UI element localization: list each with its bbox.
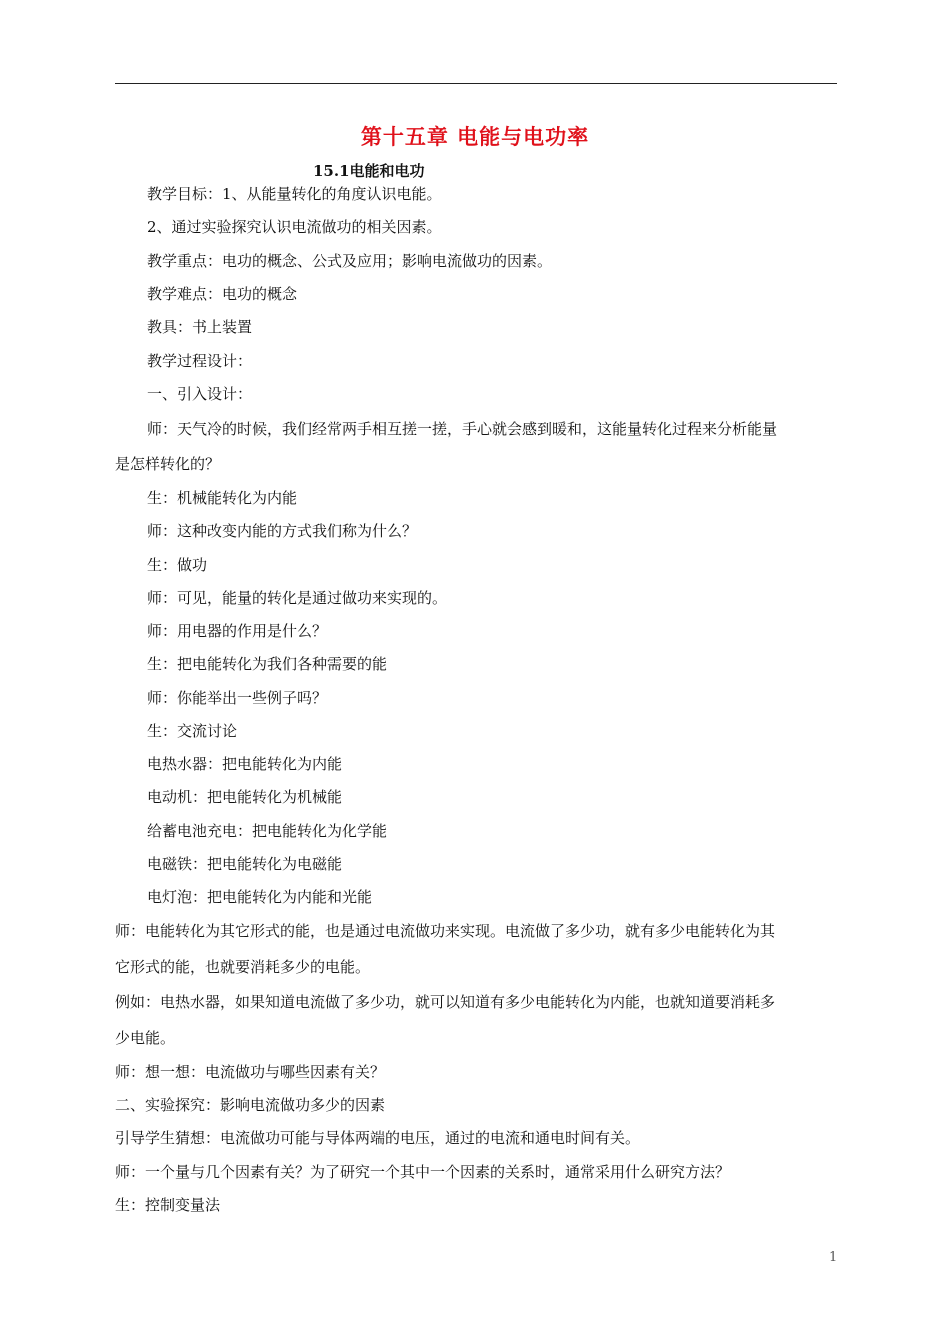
paragraph-line: 电磁铁：把电能转化为电磁能 — [147, 855, 343, 873]
header-rule — [115, 83, 837, 84]
paragraph-line: 师：你能举出一些例子吗？ — [147, 689, 328, 707]
paragraph-line: 生：做功 — [147, 556, 208, 574]
paragraph-line: 给蓄电池充电：把电能转化为化学能 — [147, 822, 388, 840]
paragraph-line: 生：机械能转化为内能 — [147, 489, 298, 507]
paragraph-line: 引导学生猜想：电流做功可能与导体两端的电压，通过的电流和通电时间有关。 — [115, 1129, 641, 1147]
paragraph-line: 电灯泡：把电能转化为内能和光能 — [147, 888, 373, 906]
paragraph-line: 是怎样转化的？ — [115, 455, 221, 473]
paragraph-line: 生：控制变量法 — [115, 1196, 221, 1214]
paragraph-line: 教学重点：电功的概念、公式及应用；影响电流做功的因素。 — [147, 252, 553, 270]
paragraph-line: 教具：书上装置 — [147, 318, 253, 336]
paragraph-line: 二、实验探究：影响电流做功多少的因素 — [115, 1096, 386, 1114]
paragraph-line: 例如：电热水器，如果知道电流做了多少功，就可以知道有多少电能转化为内能，也就知道要消耗多 — [115, 993, 776, 1011]
paragraph-line: 师：想一想：电流做功与哪些因素有关？ — [115, 1063, 386, 1081]
paragraph-line: 师：电能转化为其它形式的能，也是通过电流做功来实现。电流做了多少功，就有多少电能转化为其 — [115, 922, 776, 940]
paragraph-line: 教学难点：电功的概念 — [147, 285, 298, 303]
paragraph-line: 师：这种改变内能的方式我们称为什么？ — [147, 522, 418, 540]
paragraph-line: 生：交流讨论 — [147, 722, 238, 740]
paragraph-line: 师：天气冷的时候，我们经常两手相互搓一搓，手心就会感到暖和，这能量转化过程来分析能量 — [147, 420, 778, 438]
chapter-title: 第十五章 电能与电功率 — [360, 124, 590, 149]
paragraph-line: 师：可见，能量的转化是通过做功来实现的。 — [147, 589, 448, 607]
paragraph-line: 少电能。 — [115, 1029, 176, 1047]
section-title: 15.1电能和电功 — [313, 162, 425, 180]
paragraph-line: 一、引入设计： — [147, 385, 253, 403]
paragraph-line: 师：一个量与几个因素有关？为了研究一个其中一个因素的关系时，通常采用什么研究方法？ — [115, 1163, 731, 1181]
paragraph-line: 它形式的能，也就要消耗多少的电能。 — [115, 958, 371, 976]
paragraph-line: 电热水器：把电能转化为内能 — [147, 755, 343, 773]
paragraph-line: 师：用电器的作用是什么？ — [147, 622, 328, 640]
paragraph-line: 2、通过实验探究认识电流做功的相关因素。 — [147, 218, 442, 236]
paragraph-line: 教学过程设计： — [147, 352, 253, 370]
page-number: 1 — [829, 1250, 838, 1265]
paragraph-line: 电动机：把电能转化为机械能 — [147, 788, 343, 806]
paragraph-line: 教学目标：1、从能量转化的角度认识电能。 — [147, 185, 442, 203]
paragraph-line: 生：把电能转化为我们各种需要的能 — [147, 655, 388, 673]
